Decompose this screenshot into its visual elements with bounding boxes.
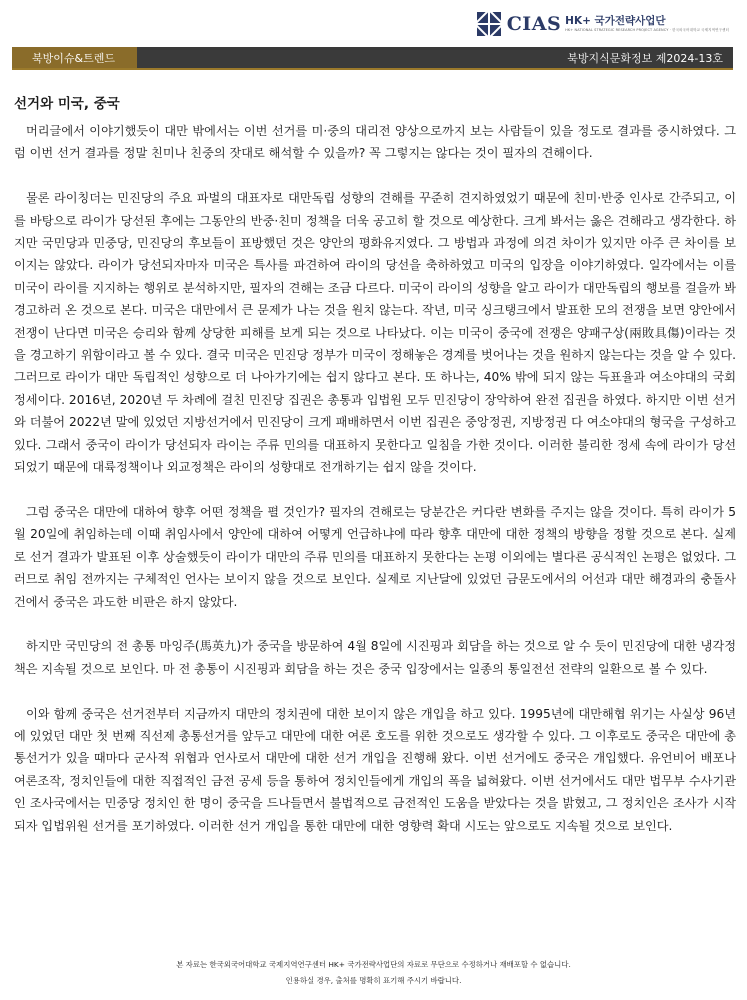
paragraph: 물론 라이칭더는 민진당의 주요 파벌의 대표자로 대만독립 성향의 견해를 꾸준히 견지하였었기 때문에 친미·반중 인사로 간주되고, 이를 바탕으로 라이가 당선된 후에는 그동안의 반중·친미 정책을 더욱 공고히 할 것으로 예상한다. 크게 봐서는 옳은 견해라고 생각한다. 하지만 국민당과 민중당, 민진당의 후보들이 표방했던 것은 양안의 평화유지였다. 그 방법과 과정에 의견 차이가 있지만 아주 큰 차이를 보이지는 않았다. 라이가 당선되자마자 미국은 특사를 파견하여 라이의 당선을 축하하였고 미국의 입장을 이야기하였다. 일각에서는 이를 미국이 라이를 지지하는 행위로 분석하지만, 필자의 견해는 조금 다르다. 미국이 라이의 성향을 알고 라이가 대만독립의 행보를 걸을까 봐 경고하러 온 것으로 본다. 미국은 대만에서 큰 문제가 나는 것을 원치 않는다. 작년, 미국 싱크탱크에서 발표한 모의 전쟁을 보면 양안에서 전쟁이 난다면 미국은 승리와 함께 상당한 피해를 보게 되는 것으로 나타났다. 이는 미국이 중국에 전쟁은 양패구상(兩敗具傷)이라는 것을 경고하기 위함이라고 볼 수 있다. 결국 미국은 민진당 정부가 미국이 정해놓은 경계를 벗어나는 것을 원하지 않는다는 것을 알 수 있다. 그러므로 라이가 대만 독립적인 성향으로 더 나아가기에는 쉽지 않다고 본다. 또 하나는, 40% 밖에 되지 않는 득표율과 여소야대의 국회 정세이다. 2016년, 2020년 두 차례에 걸친 민진당 집권은 총통과 입법원 모두 민진당이 장악하여 완전 집권을 하였다. 하지만 이번 선거와 더불어 2022년 말에 있었던 지방선거에서 민진당이 크게 패배하면서 이번 집권은 중앙정권, 지방정권 다 여소야대의 형국을 구성하고 있다. 그래서 중국이 라이가 당선되자 라이는 주류 민의를 대표하지 못한다고 일침을 가한 것이다. 이러한 불리한 정세 속에 라이가 당선되었기 때문에 대륙정책이나 외교정책은 라이의 성향대로 전개하기는 쉽지 않을 것이다.	[14, 191, 736, 475]
paragraph: 하지만 국민당의 전 총통 마잉주(馬英九)가 중국을 방문하여 4월 8일에 시진핑과 회담을 하는 것으로 알 수 듯이 민진당에 대한 냉각정책은 지속될 것으로 보인다. 마 전 총통이 시진핑과 회담을 하는 것은 중국 입장에서는 일종의 통일전선 전략의 일환으로 볼 수 있다.	[14, 639, 736, 676]
cias-emblem-icon	[474, 9, 504, 39]
footer-line: 본 자료는 한국외국어대학교 국제지역연구센터 HK+ 국가전략사업단의 자료로 무단으로 수정하거나 재배포할 수 없습니다.	[176, 960, 571, 969]
article-title: 선거와 미국, 중국	[14, 96, 120, 112]
issue-number: 북방지식문화정보 제2024-13호	[567, 51, 723, 65]
paragraph: 그럼 중국은 대만에 대하여 향후 어떤 정책을 펼 것인가? 필자의 견해로는 당분간은 커다란 변화를 주지는 않을 것이다. 특히 라이가 5월 20일에 취임하는데 이때 취임사에서 양안에 대하여 어떻게 언급하냐에 따라 향후 대만에 대한 정책의 방향을 정할 것으로 본다. 실제로 선거 결과가 발표된 이후 상술했듯이 라이가 대만의 주류 민의를 대표하지 못한다는 논평 이외에는 별다른 공식적인 논평은 없었다. 그러므로 취임 전까지는 구체적인 언사는 보이지 않을 것으로 보인다. 실제로 지난달에 있었던 금문도에서의 어선과 대만 해경과의 충돌사건에서 중국은 과도한 비판은 하지 않았다.	[14, 504, 736, 609]
section-label: 북방이슈&트렌드	[12, 47, 137, 68]
logo	[474, 8, 729, 40]
paragraph: 이와 함께 중국은 선거전부터 지금까지 대만의 정치권에 대한 보이지 않은 개입을 하고 있다. 1995년에 대만해협 위기는 사실상 96년에 있었던 대만 첫 번째 직선제 총통선거를 앞두고 대만에 대한 여론 호도를 위한 것으로도 생각할 수 있다. 그 이후로도 중국은 대만에 총통선거가 있을 때마다 군사적 위협과 언사로서 대만에 대한 선거 개입을 진행해 왔다. 이번 선거에도 중국은 개입했다. 유언비어 배포나 여론조작, 정치인들에 대한 직접적인 금전 공세 등을 통하여 정치인들에게 개입의 폭을 넓혀왔다. 이번 선거에서도 대만 법무부 수사기관인 조사국에서는 민중당 정치인 한 명이 중국을 드나들면서 불법적으로 금전적인 도움을 받았다는 것을 밝혔고, 그 정치인은 조사가 시작되자 입법위원 선거를 포기하였다. 이러한 선거 개입을 통한 대만에 대한 영향력 확대 시도는 앞으로도 지속될 것으로 보인다.	[14, 706, 736, 833]
logo-subtitle	[565, 16, 729, 33]
article-body	[14, 120, 736, 837]
header-bar	[12, 47, 733, 70]
footer-line: 인용하실 경우, 출처를 명확히 표기해 주시기 바랍니다.	[285, 976, 462, 985]
logo-tagline: HK+ NATIONAL STRATEGIC RESEARCH PROJECT AGENCY · 한국외국어대학교 국제지역연구센터	[565, 28, 729, 32]
footer-note	[0, 957, 747, 989]
paragraph: 머리글에서 이야기했듯이 대만 밖에서는 이번 선거를 미·중의 대리전 양상으로까지 보는 사람들이 있을 정도로 결과를 중시하였다. 그럼 이번 선거 결과를 정말 친미나 친중의 잣대로 해석할 수 있을까? 꼭 그렇지는 않다는 것이 필자의 견해이다.	[14, 124, 736, 161]
logo-org-name: HK+ 국가전략사업단	[565, 14, 666, 27]
logo-brand: CIAS	[506, 12, 562, 35]
